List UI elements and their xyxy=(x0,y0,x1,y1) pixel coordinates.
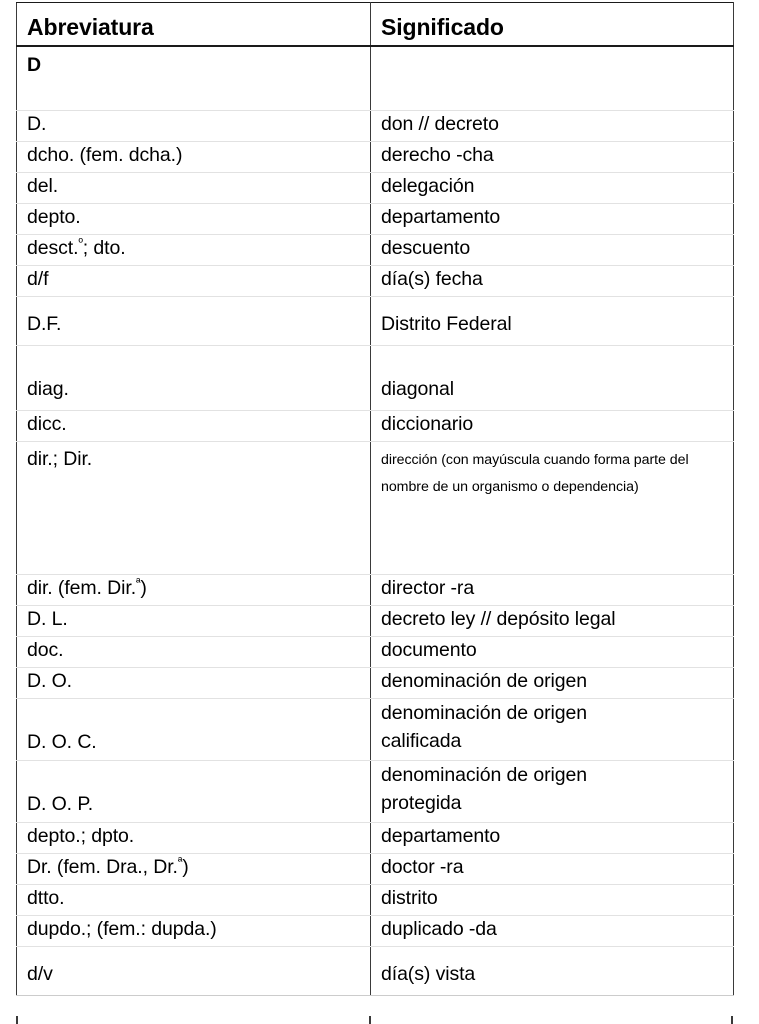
masculine-ordinal-superscript: º xyxy=(78,235,83,250)
table-row xyxy=(17,854,734,885)
table-row xyxy=(17,111,734,142)
abbr-cell xyxy=(17,575,371,606)
meaning-line-2: calificada xyxy=(381,730,462,752)
meaning-cell: diccionario xyxy=(371,411,734,442)
section-letter-row xyxy=(17,46,734,111)
table-row xyxy=(17,346,734,411)
table-row xyxy=(17,204,734,235)
abbr-cell: d/f xyxy=(17,266,371,297)
feminine-ordinal-superscript: ª xyxy=(177,854,183,869)
table-row xyxy=(17,699,734,761)
meaning-cell: día(s) fecha xyxy=(371,266,734,297)
column-header-meaning: Significado xyxy=(371,3,734,47)
meaning-cell: departamento xyxy=(371,823,734,854)
meaning-cell: departamento xyxy=(371,204,734,235)
abbr-cell: dcho. (fem. dcha.) xyxy=(17,142,371,173)
table-row xyxy=(17,668,734,699)
table-row xyxy=(17,823,734,854)
abbr-cell: D. xyxy=(17,111,371,142)
meaning-cell: delegación xyxy=(371,173,734,204)
table-row xyxy=(17,142,734,173)
meaning-note-text: dirección (con mayúscula cuando forma parte del nombre de un organismo o dependencia) xyxy=(381,452,689,495)
meaning-cell: Distrito Federal xyxy=(371,297,734,346)
table-row xyxy=(17,916,734,947)
abbr-text-base: desct. xyxy=(27,237,79,259)
table-row xyxy=(17,885,734,916)
abbr-cell: depto. xyxy=(17,204,371,235)
feminine-ordinal-superscript: ª xyxy=(136,575,141,590)
table-row xyxy=(17,761,734,823)
meaning-cell xyxy=(371,442,734,575)
table-header xyxy=(17,3,734,47)
meaning-cell xyxy=(371,761,734,823)
abbr-text-tail: ; dto. xyxy=(82,237,126,259)
meaning-cell: don // decreto xyxy=(371,111,734,142)
abbr-cell xyxy=(17,235,371,266)
meaning-cell: duplicado -da xyxy=(371,916,734,947)
abbr-cell xyxy=(17,854,371,885)
table-row xyxy=(17,442,734,575)
meaning-line-1: denominación de origen xyxy=(381,702,587,724)
meaning-cell: doctor -ra xyxy=(371,854,734,885)
meaning-cell: decreto ley // depósito legal xyxy=(371,606,734,637)
table-row xyxy=(17,947,734,996)
next-table-column-divider xyxy=(369,1016,371,1024)
next-table-right-border xyxy=(731,1016,733,1024)
section-letter-meaning xyxy=(371,46,734,111)
abbreviations-table xyxy=(16,2,734,996)
meaning-cell: documento xyxy=(371,637,734,668)
abbr-cell: dir.; Dir. xyxy=(17,442,371,575)
meaning-cell: descuento xyxy=(371,235,734,266)
next-table-left-border xyxy=(16,1016,18,1024)
abbr-cell: dupdo.; (fem.: dupda.) xyxy=(17,916,371,947)
abbr-cell: diag. xyxy=(17,346,371,411)
abbr-cell: del. xyxy=(17,173,371,204)
table-row xyxy=(17,411,734,442)
table-row xyxy=(17,575,734,606)
abbr-cell: D. L. xyxy=(17,606,371,637)
meaning-cell: diagonal xyxy=(371,346,734,411)
table-row xyxy=(17,235,734,266)
table-row xyxy=(17,173,734,204)
table-row xyxy=(17,297,734,346)
abbr-cell: d/v xyxy=(17,947,371,996)
abbr-cell: doc. xyxy=(17,637,371,668)
meaning-cell: distrito xyxy=(371,885,734,916)
abbr-cell: dicc. xyxy=(17,411,371,442)
meaning-cell: día(s) vista xyxy=(371,947,734,996)
abbr-text-base: Dr. (fem. Dra., Dr. xyxy=(27,856,178,878)
abbr-cell: D. O. C. xyxy=(17,699,371,761)
abbr-cell: D.F. xyxy=(17,297,371,346)
abbr-cell: D. O. P. xyxy=(17,761,371,823)
section-letter: D xyxy=(17,46,371,111)
abbr-text-tail: ) xyxy=(182,856,189,878)
table-body xyxy=(17,46,734,996)
meaning-line-1: denominación de origen xyxy=(381,764,587,786)
meaning-cell: director -ra xyxy=(371,575,734,606)
table-row xyxy=(17,637,734,668)
column-header-abbreviation: Abreviatura xyxy=(17,3,371,47)
meaning-cell: derecho -cha xyxy=(371,142,734,173)
abbr-cell: D. O. xyxy=(17,668,371,699)
table-row xyxy=(17,266,734,297)
meaning-cell xyxy=(371,699,734,761)
meaning-line-2: protegida xyxy=(381,792,462,814)
table-row xyxy=(17,606,734,637)
header-row xyxy=(17,3,734,47)
abbr-cell: dtto. xyxy=(17,885,371,916)
abbr-text-base: dir. (fem. Dir. xyxy=(27,577,137,599)
abbr-text-tail: ) xyxy=(140,577,147,599)
meaning-cell: denominación de origen xyxy=(371,668,734,699)
next-table-fragment xyxy=(16,1016,733,1024)
abbr-cell: depto.; dpto. xyxy=(17,823,371,854)
